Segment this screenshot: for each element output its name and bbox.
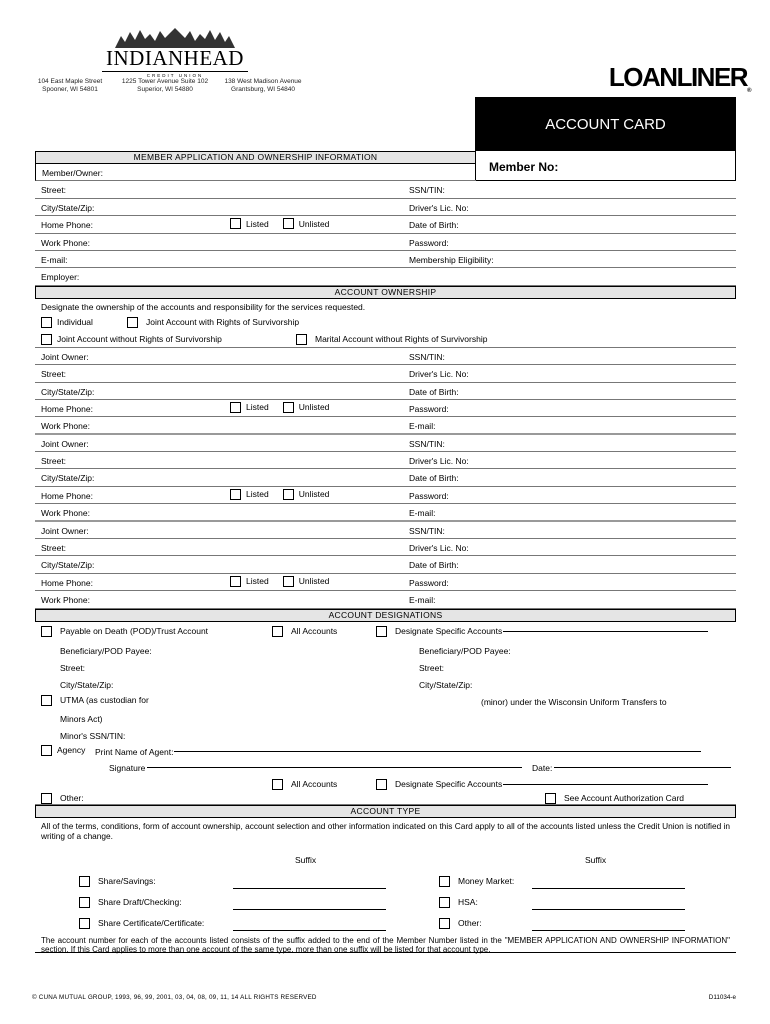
terms-text: All of the terms, conditions, form of account ownership, account selection and other information indicated on this Card apply to all of the accounts listed unless the Credit Union is notified in writing of a change. — [41, 820, 730, 842]
joint-owner-block: Joint Owner: SSN/TIN: Street: Driver's Lic. No: City/State/Zip: Date of Birth: Home Phone: Listed Unlisted Password: Work Phone: E-mail: — [35, 348, 736, 435]
account-card-form — [35, 151, 736, 953]
date-field[interactable]: Date: — [532, 763, 731, 773]
joint-rights-option[interactable]: Joint Account with Rights of Survivorship — [127, 317, 299, 328]
other-type-suffix[interactable] — [532, 930, 685, 931]
all-accounts-option[interactable]: All Accounts — [272, 626, 337, 637]
ownership-heading: ACCOUNT OWNERSHIP — [35, 286, 736, 299]
form-number: D11034-e — [708, 994, 736, 1001]
money-market-suffix[interactable] — [532, 888, 685, 889]
other-type-option[interactable]: Other: — [439, 918, 482, 929]
marital-option[interactable]: Marital Account without Rights of Survivorship — [296, 334, 487, 345]
copyright-footer: © CUNA MUTUAL GROUP, 1993, 96, 99, 2001, 03, 04, 08, 09, 11, 14 ALL RIGHTS RESERVED — [32, 994, 317, 1001]
see-auth-card-option[interactable]: See Account Authorization Card — [545, 793, 684, 804]
joint-no-rights-option[interactable]: Joint Account without Rights of Survivorship — [41, 334, 222, 345]
branch-address: 1225 Tower Avenue Suite 102 Superior, WI 54880 — [121, 78, 209, 93]
share-savings-option[interactable]: Share/Savings: — [79, 876, 156, 887]
tree-line-icon — [115, 28, 235, 48]
member-no-label: Member No: — [475, 151, 736, 181]
branch-address: 104 East Maple Street Spooner, WI 54801 — [37, 78, 103, 93]
other-all-accounts-option[interactable]: All Accounts — [272, 779, 337, 790]
hsa-option[interactable]: HSA: — [439, 897, 478, 908]
member-street-row[interactable]: Street: SSN/TIN: — [35, 181, 736, 198]
hsa-suffix[interactable] — [532, 909, 685, 910]
designations-block: Payable on Death (POD)/Trust Account All Accounts Designate Specific Accounts Beneficiary/POD Payee: Beneficiary/POD Payee: Street: Street: City/State/Zip: City/State/Zip: UTMA (as custodian for (minor) under the Wisconsin Uniform Transfers to Minors Act) Minor's SSN/TIN: Agency Print Name of Agent: Signature Date: All Accounts Designate Specific Accounts Other: See Account Authorization Card — [35, 622, 736, 805]
share-draft-suffix[interactable] — [233, 909, 386, 910]
account-type-block: All of the terms, conditions, form of account ownership, account selection and other information indicated on this Card apply to all of the accounts listed unless the Credit Union is notified in writing of a change. Suffix Suffix Share/Savings: Share Draft/Checking: Share Certificate/Certificate: Money Market: HSA: Other: The account number for each of the accounts listed consists of the suffix added to the end of the Member Number listed in the "MEMBER APPLICATION AND OWNERSHIP INFORMATION" section. If this Card applies to more than one account of the same type, more than one suffix will be listed for that account type. — [35, 818, 736, 953]
individual-option[interactable]: Individual — [41, 317, 93, 328]
share-draft-option[interactable]: Share Draft/Checking: — [79, 897, 182, 908]
member-work-row[interactable]: Work Phone: Password: — [35, 234, 736, 251]
unlisted-checkbox[interactable] — [283, 489, 294, 500]
share-cert-suffix[interactable] — [233, 930, 386, 931]
agency-option[interactable]: Agency — [41, 745, 85, 756]
joint-owner-block: Joint Owner: SSN/TIN: Street: Driver's Lic. No: City/State/Zip: Date of Birth: Home Phone: Listed Unlisted Password: Work Phone: E-mail: — [35, 522, 736, 609]
member-email-row[interactable]: E-mail: Membership Eligibility: — [35, 251, 736, 268]
pod-option[interactable]: Payable on Death (POD)/Trust Account — [41, 626, 208, 637]
utma-option[interactable]: UTMA (as custodian for — [41, 695, 149, 706]
account-number-note: The account number for each of the accounts listed consists of the suffix added to the end of the Member Number listed in the "MEMBER APPLICATION AND OWNERSHIP INFORMATION" section. If this Card applies to more than one account of the same type, more than one suffix will be listed for that account type. — [41, 935, 730, 954]
member-owner-row[interactable]: Member/Owner: — [35, 164, 476, 181]
credit-union-name: INDIANHEAD — [102, 46, 248, 72]
other-option[interactable]: Other: — [41, 793, 84, 804]
specific-accounts-option[interactable]: Designate Specific Accounts — [376, 626, 708, 637]
money-market-option[interactable]: Money Market: — [439, 876, 514, 887]
credit-union-sub: CREDIT UNION — [146, 73, 204, 78]
credit-union-logo — [100, 28, 250, 78]
account-type-heading: ACCOUNT TYPE — [35, 805, 736, 818]
member-section-heading: MEMBER APPLICATION AND OWNERSHIP INFORMATION — [35, 151, 476, 164]
share-savings-suffix[interactable] — [233, 888, 386, 889]
listed-checkbox[interactable] — [230, 576, 241, 587]
member-employer-row[interactable]: Employer: — [35, 268, 736, 285]
member-phone-row[interactable]: Home Phone: Listed Unlisted Date of Birth: — [35, 216, 736, 233]
ownership-options: Designate the ownership of the accounts and responsibility for the services requested. Individual Joint Account with Rights of Survivorship Joint Account without Rights of Survivorship Marital Account without Rights of Survivorship — [35, 299, 736, 348]
signature-field[interactable]: Signature — [109, 763, 522, 773]
listed-checkbox[interactable] — [230, 402, 241, 413]
unlisted-checkbox[interactable] — [283, 576, 294, 587]
branch-address: 138 West Madison Avenue Grantsburg, WI 54840 — [224, 78, 302, 93]
other-specific-option[interactable]: Designate Specific Accounts — [376, 779, 708, 790]
member-city-row[interactable]: City/State/Zip: Driver's Lic. No: — [35, 199, 736, 216]
share-cert-option[interactable]: Share Certificate/Certificate: — [79, 918, 204, 929]
unlisted-checkbox[interactable] — [283, 402, 294, 413]
card-title: ACCOUNT CARD — [475, 97, 736, 151]
listed-checkbox[interactable] — [230, 218, 241, 229]
joint-owner-block: Joint Owner: SSN/TIN: Street: Driver's Lic. No: City/State/Zip: Date of Birth: Home Phone: Listed Unlisted Password: Work Phone: E-mail: — [35, 435, 736, 522]
designations-heading: ACCOUNT DESIGNATIONS — [35, 609, 736, 622]
listed-checkbox[interactable] — [230, 489, 241, 500]
loanliner-logo: LOANLINER® — [608, 62, 750, 94]
agent-name-field[interactable]: Print Name of Agent: — [95, 747, 701, 757]
unlisted-checkbox[interactable] — [283, 218, 294, 229]
